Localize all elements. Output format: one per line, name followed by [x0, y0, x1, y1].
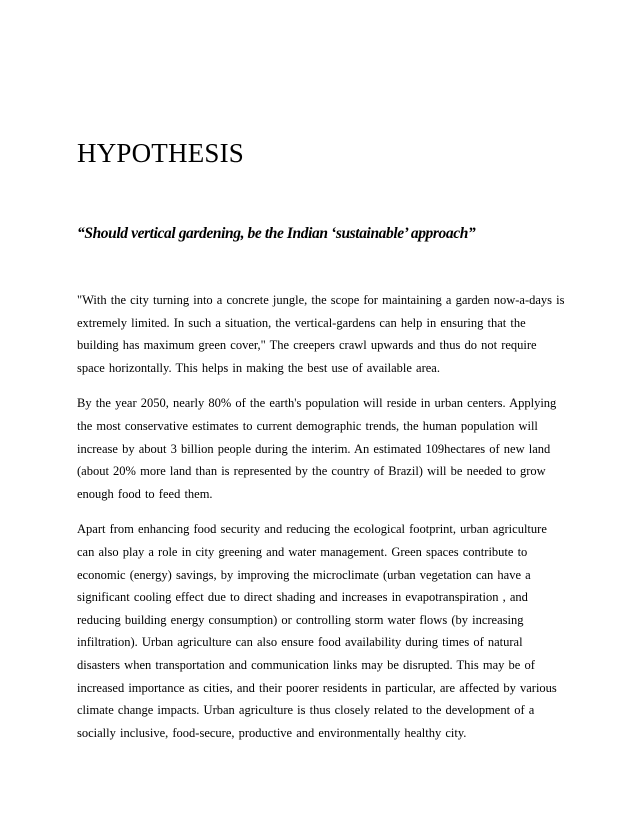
paragraph-population-growth: By the year 2050, nearly 80% of the earth's population will reside in urban centers. Applying the most conservative estimates to current demographic trends, the human population will increase by about 3 billion people during the interim. An estimated 109hectares of new land (about 20% more land than is represented by the country of Brazil) will be needed to grow enough food to feed them. [77, 396, 557, 501]
body-text [77, 289, 567, 757]
page-title: HYPOTHESIS [77, 138, 245, 168]
paragraph-urban-agriculture: Apart from enhancing food security and reducing the ecological footprint, urban agriculture can also play a role in city greening and water management. Green spaces contribute to economic (energy) savings, by improving the microclimate (urban vegetation can have a significant cooling effect due to direct shading and increases in evapotranspiration , and reducing building energy consumption) or controlling storm water flows (by increasing infiltration). Urban agriculture can also ensure food availability during times of natural disasters when transportation and communication links may be disrupted. This may be of increased importance as cities, and their poorer residents in particular, are affected by various climate change impacts. Urban agriculture is thus closely related to the development of a socially inclusive, food-secure, productive and environmentally healthy city. [77, 522, 557, 740]
hypothesis-statement: “Should vertical gardening, be the Indian ‘sustainable’ approach” [77, 225, 476, 242]
paragraph-vertical-gardens: "With the city turning into a concrete jungle, the scope for maintaining a garden now-a-days is extremely limited. In such a situation, the vertical-gardens can help in ensuring that the building has maximum green cover," The creepers crawl upwards and thus do not require space horizontally. This helps in making the best use of available area. [77, 293, 565, 375]
